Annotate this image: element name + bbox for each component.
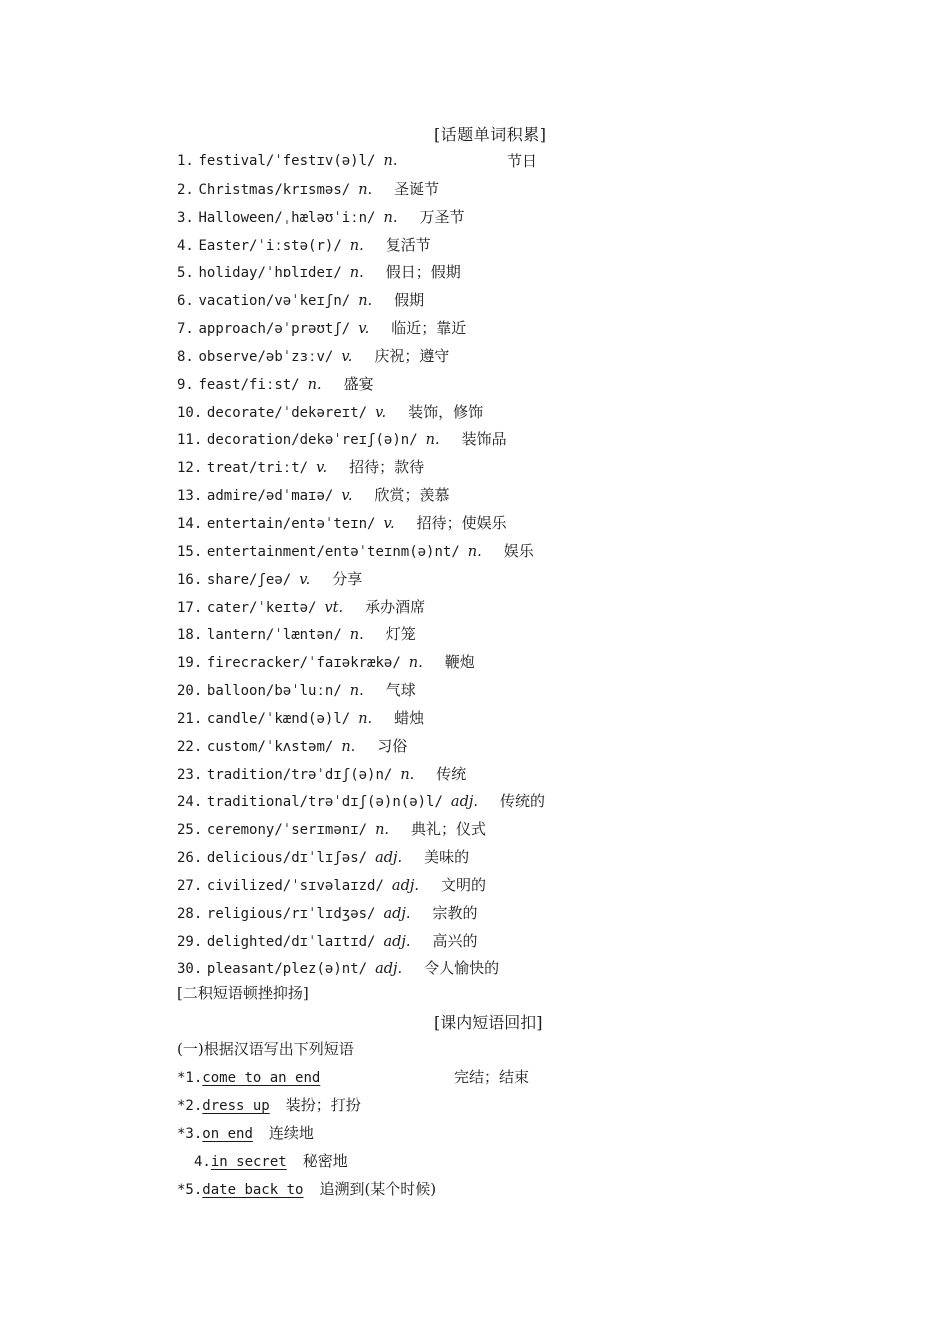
vocab-item — [177, 764, 545, 792]
vocab-meaning: 节日 — [507, 152, 538, 170]
vocab-word: decoration/dekəˈreɪʃ(ə)n/ — [206, 432, 418, 449]
vocab-term: 25. — [177, 822, 203, 839]
vocab-pos: adj. — [375, 850, 403, 867]
phrase-meaning: 秘密地 — [302, 1151, 348, 1170]
phrase-answer: come to an end — [202, 1070, 321, 1086]
vocab-meaning: 装饰品 — [461, 430, 507, 449]
vocab-pos: n. — [341, 738, 356, 755]
vocab-meaning: 假日；假期 — [385, 263, 461, 282]
vocab-term: 22. — [177, 738, 203, 755]
vocab-term: 11. — [177, 432, 203, 449]
vocab-term: 24. — [177, 794, 203, 811]
vocab-word: treat/triːt/ — [206, 460, 309, 477]
subsection-one-heading: (一)根据汉语写出下列短语 — [177, 1040, 354, 1058]
vocab-item — [177, 708, 545, 736]
vocab-pos: v. — [299, 571, 311, 588]
vocab-term: 28. — [177, 905, 203, 922]
phrase-answer: date back to — [202, 1181, 304, 1198]
vocab-pos: n. — [383, 209, 398, 226]
vocab-pos: adj. — [375, 961, 403, 978]
vocab-meaning: 欣赏；羡慕 — [374, 486, 450, 505]
vocab-item — [177, 318, 545, 346]
vocab-word: ceremony/ˈserɪmənɪ/ — [206, 822, 368, 839]
phrase-list — [177, 1067, 530, 1206]
vocab-meaning: 分享 — [332, 569, 363, 588]
vocab-meaning: 令人愉快的 — [424, 959, 500, 978]
vocab-meaning: 典礼；仪式 — [411, 820, 487, 839]
vocab-pos: adj. — [391, 877, 419, 894]
vocab-meaning: 气球 — [385, 681, 416, 700]
vocab-pos: n. — [349, 265, 364, 282]
vocab-meaning: 高兴的 — [432, 931, 478, 950]
vocab-meaning: 装饰，修饰 — [408, 402, 484, 421]
vocab-term: 14. — [177, 515, 203, 532]
vocab-word: custom/ˈkʌstəm/ — [206, 738, 334, 755]
phrase-meaning: 追溯到(某个时候) — [319, 1179, 437, 1198]
vocab-term: 29. — [177, 933, 203, 950]
vocab-item — [177, 736, 545, 764]
vocab-pos: v. — [316, 460, 328, 477]
vocab-word: approach/əˈprəʊtʃ/ — [198, 321, 351, 338]
vocab-meaning: 传统的 — [499, 792, 545, 811]
vocab-word: pleasant/plez(ə)nt/ — [206, 961, 368, 978]
vocab-meaning: 万圣节 — [419, 207, 465, 226]
vocab-word: observe/əbˈzɜːv/ — [198, 348, 334, 365]
vocab-item — [177, 931, 545, 959]
vocab-item — [177, 903, 545, 931]
vocab-word: candle/ˈkænd(ə)l/ — [206, 710, 351, 727]
section-two-heading: [二积短语顿挫抑扬] — [177, 984, 309, 1002]
vocab-meaning: 文明的 — [440, 875, 486, 894]
phrase-number: *3. — [177, 1125, 203, 1142]
phrase-answer: dress up — [202, 1097, 270, 1114]
vocab-item — [177, 402, 545, 430]
topic-words-heading: [话题单词积累] — [434, 125, 547, 144]
vocab-item — [177, 374, 545, 402]
vocab-word: traditional/trəˈdɪʃ(ə)n(ə)l/ — [206, 794, 443, 811]
vocab-pos: n. — [358, 710, 373, 727]
vocab-item — [177, 457, 545, 485]
vocab-pos: vt. — [324, 599, 344, 616]
vocab-list — [177, 151, 545, 986]
vocab-term: 12. — [177, 460, 203, 477]
phrase-item — [177, 1151, 436, 1179]
vocab-pos: v. — [358, 321, 370, 338]
vocab-word: religious/rɪˈlɪdʒəs/ — [206, 905, 376, 922]
vocab-word: delicious/dɪˈlɪʃəs/ — [206, 850, 368, 867]
vocab-item — [177, 513, 545, 541]
vocab-term: 6. — [177, 293, 194, 310]
vocab-item — [177, 346, 545, 374]
vocab-item — [177, 262, 545, 290]
vocab-item — [177, 429, 545, 457]
phrase-number: *2. — [177, 1097, 203, 1114]
vocab-meaning: 承办酒席 — [365, 597, 426, 616]
vocab-term: 30. — [177, 961, 203, 978]
vocab-term: 20. — [177, 683, 203, 700]
vocab-term: 15. — [177, 543, 203, 560]
vocab-item — [177, 875, 545, 903]
vocab-meaning: 习俗 — [377, 736, 408, 755]
vocab-pos: n. — [349, 237, 364, 254]
vocab-word: decorate/ˈdekəreɪt/ — [206, 404, 368, 421]
vocab-meaning: 灯笼 — [385, 625, 416, 644]
vocab-item — [177, 290, 545, 318]
vocab-item — [177, 819, 545, 847]
vocab-term: 16. — [177, 571, 203, 588]
phrase-item — [177, 1095, 436, 1123]
vocab-pos: v. — [341, 348, 353, 365]
vocab-meaning: 招待；款待 — [349, 458, 425, 477]
vocab-pos: n. — [349, 683, 364, 700]
phrase-number: 4. — [194, 1153, 211, 1170]
phrase-meaning: 连续地 — [268, 1123, 314, 1142]
vocab-item — [177, 151, 545, 179]
vocab-term: 19. — [177, 655, 203, 672]
vocab-item — [177, 791, 545, 819]
vocab-meaning: 蜡烛 — [394, 708, 425, 727]
vocab-item — [177, 680, 545, 708]
vocab-pos: n. — [358, 181, 373, 198]
vocab-meaning: 招待；使娱乐 — [416, 513, 507, 532]
vocab-meaning: 宗教的 — [432, 903, 478, 922]
vocab-term: 1. — [177, 153, 194, 169]
vocab-term: 2. — [177, 181, 194, 198]
vocab-term: 10. — [177, 404, 203, 421]
vocab-pos: n. — [467, 543, 482, 560]
vocab-word: Easter/ˈiːstə(r)/ — [198, 237, 342, 254]
vocab-item — [177, 652, 545, 680]
vocab-word: tradition/trəˈdɪʃ(ə)n/ — [206, 766, 393, 783]
vocab-word: vacation/vəˈkeɪʃn/ — [198, 293, 351, 310]
vocab-item — [177, 569, 545, 597]
vocab-word: firecracker/ˈfaɪəkrækə/ — [206, 655, 401, 672]
vocab-word: Christmas/krɪsməs/ — [198, 181, 351, 198]
vocab-item — [177, 541, 545, 569]
vocab-pos: n. — [307, 376, 322, 393]
vocab-item — [177, 207, 545, 235]
vocab-meaning: 复活节 — [385, 235, 431, 254]
phrase-number: *1. — [177, 1070, 203, 1086]
vocab-meaning: 圣诞节 — [394, 179, 440, 198]
vocab-word: admire/ədˈmaɪə/ — [206, 488, 334, 505]
phrase-number: *5. — [177, 1181, 203, 1198]
vocab-term: 13. — [177, 488, 203, 505]
vocab-term: 4. — [177, 237, 194, 254]
vocab-term: 7. — [177, 321, 194, 338]
vocab-term: 9. — [177, 376, 194, 393]
vocab-word: feast/fiːst/ — [198, 376, 300, 393]
vocab-pos: adj. — [383, 933, 411, 950]
vocab-meaning: 盛宴 — [343, 374, 374, 393]
vocab-item — [177, 179, 545, 207]
vocab-term: 23. — [177, 766, 203, 783]
vocab-meaning: 传统 — [436, 764, 467, 783]
phrase-item — [177, 1123, 436, 1151]
phrase-answer: in secret — [210, 1153, 287, 1170]
phrase-meaning: 装扮；打扮 — [285, 1095, 361, 1114]
vocab-word: entertain/entəˈteɪn/ — [206, 515, 376, 532]
vocab-word: civilized/ˈsɪvəlaɪzd/ — [206, 877, 384, 894]
vocab-word: balloon/bəˈluːn/ — [206, 683, 342, 700]
vocab-meaning: 美味的 — [424, 848, 470, 867]
vocab-term: 27. — [177, 877, 203, 894]
vocab-item — [177, 847, 545, 875]
vocab-pos: n. — [400, 766, 415, 783]
vocab-pos: v. — [383, 515, 395, 532]
vocab-pos: n. — [358, 293, 373, 310]
vocab-term: 8. — [177, 348, 194, 365]
phrases-heading: [课内短语回扣] — [434, 1013, 543, 1032]
vocab-word: Halloween/ˌhæləʊˈiːn/ — [198, 209, 376, 226]
vocab-meaning: 娱乐 — [503, 541, 534, 560]
phrase-meaning: 完结；结束 — [454, 1068, 530, 1086]
vocab-pos: n. — [383, 153, 398, 169]
vocab-word: entertainment/entəˈteɪnm(ə)nt/ — [206, 543, 460, 560]
vocab-meaning: 假期 — [394, 291, 425, 310]
vocab-pos: adj. — [383, 905, 411, 922]
vocab-item — [177, 485, 545, 513]
vocab-term: 18. — [177, 627, 203, 644]
vocab-meaning: 庆祝；遵守 — [374, 346, 450, 365]
vocab-term: 17. — [177, 599, 203, 616]
vocab-pos: n. — [408, 655, 423, 672]
vocab-item — [177, 624, 545, 652]
vocab-term: 5. — [177, 265, 194, 282]
vocab-word: share/ʃeə/ — [206, 571, 292, 588]
vocab-term: 21. — [177, 710, 203, 727]
phrase-item — [177, 1179, 436, 1207]
vocab-pos: v. — [375, 404, 387, 421]
vocab-meaning: 鞭炮 — [444, 653, 475, 672]
vocab-meaning: 临近；靠近 — [391, 319, 467, 338]
vocab-pos: n. — [349, 627, 364, 644]
vocab-word: cater/ˈkeɪtə/ — [206, 599, 317, 616]
vocab-word: delighted/dɪˈlaɪtɪd/ — [206, 933, 376, 950]
vocab-item — [177, 235, 545, 263]
vocab-pos: n. — [425, 432, 440, 449]
vocab-pos: n. — [375, 822, 390, 839]
vocab-word: lantern/ˈlæntən/ — [206, 627, 342, 644]
vocab-word: festival/ˈfestɪv(ə)l/ — [198, 153, 376, 169]
vocab-word: holiday/ˈhɒlɪdeɪ/ — [198, 265, 342, 282]
vocab-item — [177, 597, 545, 625]
vocab-term: 26. — [177, 850, 203, 867]
vocab-pos: adj. — [450, 794, 478, 811]
vocab-term: 3. — [177, 209, 194, 226]
vocab-pos: v. — [341, 488, 353, 505]
phrase-item — [177, 1067, 530, 1095]
phrase-answer: on end — [202, 1125, 253, 1142]
